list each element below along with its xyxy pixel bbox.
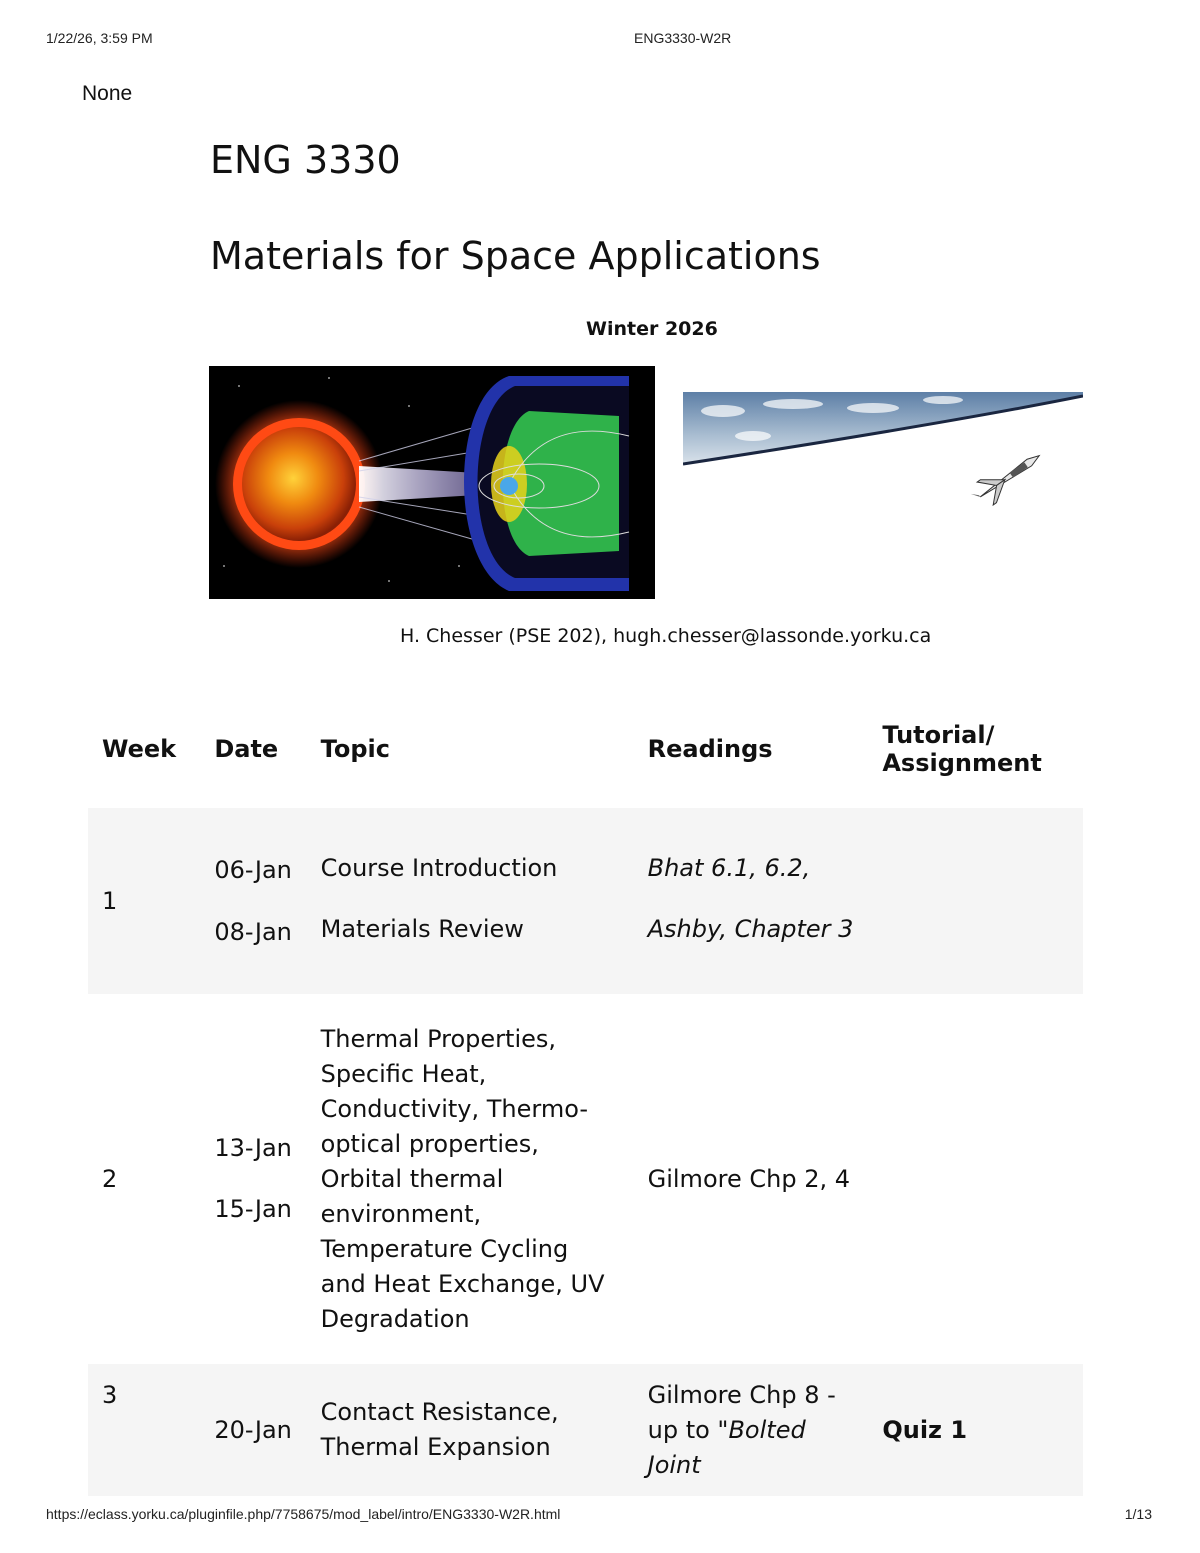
- date-item: 15-Jan: [214, 1195, 292, 1223]
- cell-topic: Thermal Properties, Specific Heat, Conductivity, Thermo-optical properties, Orbital thermal environment, Temperature Cycling and Heat Exchange, UV Degradation: [320, 1024, 605, 1333]
- table-row: [88, 1364, 1083, 1496]
- header-tutorial-line2: Assignment: [882, 749, 1042, 777]
- print-footer: [46, 1506, 1152, 1526]
- cell-tutorial: [868, 994, 1083, 1364]
- reading-text: Gilmore Chp 8 - up to ": [647, 1380, 836, 1444]
- cell-tutorial: [868, 1364, 1083, 1496]
- print-header: [46, 30, 1152, 50]
- print-datetime: 1/22/26, 3:59 PM: [46, 30, 153, 46]
- table-row: [88, 994, 1083, 1364]
- course-title: Materials for Space Applications: [210, 234, 821, 278]
- schedule-table: [88, 690, 1083, 1496]
- term-label: Winter 2026: [586, 318, 718, 340]
- reading-item: Ashby, Chapter 3: [647, 915, 854, 943]
- header-topic: Topic: [320, 735, 390, 763]
- course-code: ENG 3330: [210, 138, 401, 182]
- quiz-label: Quiz 1: [882, 1415, 968, 1444]
- cell-tutorial: [868, 808, 1083, 994]
- header-date: Date: [214, 735, 279, 763]
- date-item: 13-Jan: [214, 1134, 292, 1162]
- header-tutorial-line1: Tutorial/: [882, 721, 995, 749]
- cell-week: 2: [102, 1164, 118, 1193]
- cell-readings: [634, 808, 869, 994]
- reading-italic: Bolted Joint: [647, 1415, 806, 1479]
- instructor-contact: H. Chesser (PSE 202), hugh.chesser@lassonde.yorku.ca: [400, 625, 932, 647]
- sun-magnetosphere-illustration: [209, 366, 655, 599]
- earth-shuttle-image: [683, 386, 1083, 514]
- cell-date: [200, 994, 306, 1364]
- none-label: None: [82, 82, 133, 105]
- cell-topic: [307, 808, 634, 994]
- cell-date: 20-Jan: [214, 1415, 292, 1444]
- table-header-row: [88, 690, 1083, 808]
- reading-item: Bhat 6.1, 6.2,: [647, 854, 811, 882]
- header-tutorial: [868, 690, 1083, 808]
- topic-item: Materials Review: [320, 915, 524, 943]
- cell-date: [200, 808, 306, 994]
- cell-readings: Gilmore Chp 2, 4: [647, 1164, 850, 1193]
- cell-week: 3: [102, 1381, 118, 1409]
- table-row: [88, 808, 1083, 994]
- cell-week: 1: [102, 886, 118, 915]
- print-url: https://eclass.yorku.ca/pluginfile.php/7758675/mod_label/intro/ENG3330-W2R.html: [46, 1506, 561, 1522]
- earth-shuttle-illustration: [683, 386, 1083, 514]
- date-item: 08-Jan: [214, 918, 292, 946]
- cell-topic: Contact Resistance, Thermal Expansion: [320, 1398, 559, 1461]
- header-week: Week: [102, 735, 177, 763]
- header-readings: Readings: [647, 735, 773, 763]
- topic-item: Course Introduction: [320, 854, 558, 882]
- print-doc-title: ENG3330-W2R: [634, 30, 732, 46]
- date-item: 06-Jan: [214, 856, 292, 884]
- cell-readings: [634, 1364, 869, 1496]
- sun-magnetosphere-image: [209, 366, 655, 599]
- print-page-number: 1/13: [1124, 1506, 1152, 1522]
